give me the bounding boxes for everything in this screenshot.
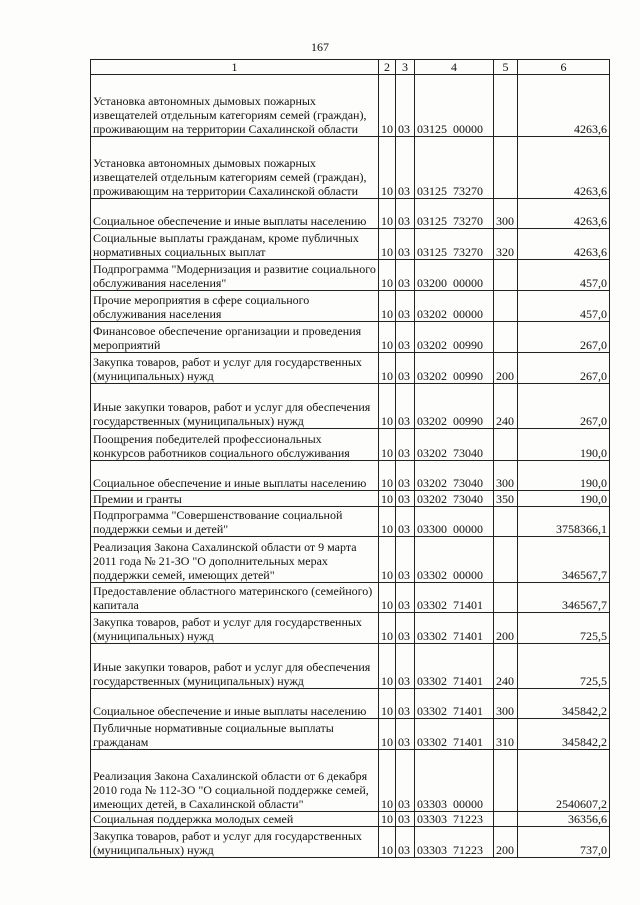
target-article-code-cell: 03202 00990 bbox=[415, 322, 494, 353]
table-row bbox=[91, 291, 610, 322]
table-row bbox=[91, 644, 610, 689]
target-article-code-cell: 03125 73270 bbox=[415, 229, 494, 260]
table-row bbox=[91, 429, 610, 461]
table-row bbox=[91, 75, 610, 137]
subsection-code-cell: 03 bbox=[396, 137, 415, 199]
section-code-cell: 10 bbox=[379, 461, 396, 491]
table-row bbox=[91, 827, 610, 858]
subsection-code-cell: 03 bbox=[396, 827, 415, 858]
amount-cell: 36356,6 bbox=[518, 812, 610, 827]
section-code-cell: 10 bbox=[379, 384, 396, 429]
expense-type-cell: 350 bbox=[494, 491, 518, 507]
table-row bbox=[91, 322, 610, 353]
item-name-cell: Прочие мероприятия в сфере социального обслуживания населения bbox=[91, 291, 379, 322]
item-name-cell: Закупка товаров, работ и услуг для государственных (муниципальных) нужд bbox=[91, 613, 379, 644]
expense-type-cell bbox=[494, 291, 518, 322]
amount-cell: 4263,6 bbox=[518, 229, 610, 260]
table-row bbox=[91, 689, 610, 719]
column-header: 1 bbox=[91, 60, 379, 75]
expense-type-cell: 200 bbox=[494, 827, 518, 858]
target-article-code-cell: 03300 00000 bbox=[415, 507, 494, 537]
target-article-code-cell: 03303 71223 bbox=[415, 812, 494, 827]
section-code-cell: 10 bbox=[379, 689, 396, 719]
target-article-code-cell: 03125 00000 bbox=[415, 75, 494, 137]
expense-type-cell bbox=[494, 322, 518, 353]
budget-table bbox=[90, 59, 610, 858]
amount-cell: 4263,6 bbox=[518, 137, 610, 199]
subsection-code-cell: 03 bbox=[396, 537, 415, 583]
target-article-code-cell: 03202 00990 bbox=[415, 384, 494, 429]
section-code-cell: 10 bbox=[379, 491, 396, 507]
target-article-code-cell: 03302 71401 bbox=[415, 583, 494, 613]
item-name-cell: Реализация Закона Сахалинской области от 9 марта 2011 года № 21-ЗО "О дополнительных мерах поддержки семей, имеющих детей" bbox=[91, 537, 379, 583]
item-name-cell: Установка автономных дымовых пожарных извещателей отдельным категориям семей (граждан), проживающим на территории Сахалинской области bbox=[91, 75, 379, 137]
target-article-code-cell: 03125 73270 bbox=[415, 137, 494, 199]
expense-type-cell: 300 bbox=[494, 461, 518, 491]
subsection-code-cell: 03 bbox=[396, 384, 415, 429]
section-code-cell: 10 bbox=[379, 322, 396, 353]
table-row bbox=[91, 137, 610, 199]
item-name-cell: Финансовое обеспечение организации и проведения мероприятий bbox=[91, 322, 379, 353]
amount-cell: 4263,6 bbox=[518, 75, 610, 137]
target-article-code-cell: 03202 00000 bbox=[415, 291, 494, 322]
table-row bbox=[91, 260, 610, 291]
item-name-cell: Закупка товаров, работ и услуг для государственных (муниципальных) нужд bbox=[91, 353, 379, 384]
table-row bbox=[91, 507, 610, 537]
expense-type-cell: 300 bbox=[494, 689, 518, 719]
amount-cell: 267,0 bbox=[518, 353, 610, 384]
expense-type-cell: 200 bbox=[494, 613, 518, 644]
item-name-cell: Подпрограмма "Модернизация и развитие социального обслуживания населения" bbox=[91, 260, 379, 291]
expense-type-cell bbox=[494, 260, 518, 291]
table-row bbox=[91, 491, 610, 507]
target-article-code-cell: 03125 73270 bbox=[415, 199, 494, 229]
item-name-cell: Поощрения победителей профессиональных конкурсов работников социального обслуживания bbox=[91, 429, 379, 461]
expense-type-cell bbox=[494, 537, 518, 583]
table-row bbox=[91, 583, 610, 613]
amount-cell: 457,0 bbox=[518, 291, 610, 322]
section-code-cell: 10 bbox=[379, 260, 396, 291]
subsection-code-cell: 03 bbox=[396, 644, 415, 689]
section-code-cell: 10 bbox=[379, 291, 396, 322]
column-header: 5 bbox=[494, 60, 518, 75]
subsection-code-cell: 03 bbox=[396, 689, 415, 719]
section-code-cell: 10 bbox=[379, 507, 396, 537]
subsection-code-cell: 03 bbox=[396, 461, 415, 491]
column-header: 2 bbox=[379, 60, 396, 75]
table-row bbox=[91, 613, 610, 644]
subsection-code-cell: 03 bbox=[396, 291, 415, 322]
amount-cell: 345842,2 bbox=[518, 719, 610, 750]
subsection-code-cell: 03 bbox=[396, 260, 415, 291]
target-article-code-cell: 03302 71401 bbox=[415, 613, 494, 644]
section-code-cell: 10 bbox=[379, 583, 396, 613]
target-article-code-cell: 03303 71223 bbox=[415, 827, 494, 858]
section-code-cell: 10 bbox=[379, 353, 396, 384]
item-name-cell: Иные закупки товаров, работ и услуг для обеспечения государственных (муниципальных) нужд bbox=[91, 644, 379, 689]
expense-type-cell bbox=[494, 137, 518, 199]
item-name-cell: Премии и гранты bbox=[91, 491, 379, 507]
amount-cell: 4263,6 bbox=[518, 199, 610, 229]
target-article-code-cell: 03302 00000 bbox=[415, 537, 494, 583]
subsection-code-cell: 03 bbox=[396, 429, 415, 461]
amount-cell: 190,0 bbox=[518, 491, 610, 507]
section-code-cell: 10 bbox=[379, 429, 396, 461]
item-name-cell: Публичные нормативные социальные выплаты гражданам bbox=[91, 719, 379, 750]
item-name-cell: Закупка товаров, работ и услуг для государственных (муниципальных) нужд bbox=[91, 827, 379, 858]
subsection-code-cell: 03 bbox=[396, 719, 415, 750]
amount-cell: 346567,7 bbox=[518, 583, 610, 613]
section-code-cell: 10 bbox=[379, 719, 396, 750]
target-article-code-cell: 03302 71401 bbox=[415, 644, 494, 689]
amount-cell: 346567,7 bbox=[518, 537, 610, 583]
section-code-cell: 10 bbox=[379, 537, 396, 583]
expense-type-cell: 200 bbox=[494, 353, 518, 384]
column-header: 6 bbox=[518, 60, 610, 75]
amount-cell: 725,5 bbox=[518, 613, 610, 644]
item-name-cell: Установка автономных дымовых пожарных извещателей отдельным категориям семей (граждан), проживающим на территории Сахалинской области bbox=[91, 137, 379, 199]
amount-cell: 190,0 bbox=[518, 429, 610, 461]
target-article-code-cell: 03302 71401 bbox=[415, 719, 494, 750]
expense-type-cell: 240 bbox=[494, 644, 518, 689]
item-name-cell: Предоставление областного материнского (семейного) капитала bbox=[91, 583, 379, 613]
subsection-code-cell: 03 bbox=[396, 353, 415, 384]
amount-cell: 267,0 bbox=[518, 384, 610, 429]
subsection-code-cell: 03 bbox=[396, 491, 415, 507]
target-article-code-cell: 03202 73040 bbox=[415, 429, 494, 461]
section-code-cell: 10 bbox=[379, 644, 396, 689]
table-row bbox=[91, 229, 610, 260]
table-row bbox=[91, 750, 610, 812]
target-article-code-cell: 03202 73040 bbox=[415, 461, 494, 491]
table-header-row bbox=[91, 60, 610, 75]
table-row bbox=[91, 719, 610, 750]
target-article-code-cell: 03302 71401 bbox=[415, 689, 494, 719]
section-code-cell: 10 bbox=[379, 199, 396, 229]
expense-type-cell bbox=[494, 429, 518, 461]
section-code-cell: 10 bbox=[379, 75, 396, 137]
expense-type-cell bbox=[494, 812, 518, 827]
table-row bbox=[91, 199, 610, 229]
target-article-code-cell: 03303 00000 bbox=[415, 750, 494, 812]
column-header: 4 bbox=[415, 60, 494, 75]
expense-type-cell bbox=[494, 507, 518, 537]
subsection-code-cell: 03 bbox=[396, 322, 415, 353]
item-name-cell: Реализация Закона Сахалинской области от 6 декабря 2010 года № 112-ЗО "О социальной поддержке семей, имеющих детей, в Сахалинской области" bbox=[91, 750, 379, 812]
expense-type-cell: 320 bbox=[494, 229, 518, 260]
item-name-cell: Социальные выплаты гражданам, кроме публичных нормативных социальных выплат bbox=[91, 229, 379, 260]
expense-type-cell: 300 bbox=[494, 199, 518, 229]
item-name-cell: Социальное обеспечение и иные выплаты населению bbox=[91, 689, 379, 719]
amount-cell: 3758366,1 bbox=[518, 507, 610, 537]
item-name-cell: Социальная поддержка молодых семей bbox=[91, 812, 379, 827]
target-article-code-cell: 03202 00990 bbox=[415, 353, 494, 384]
subsection-code-cell: 03 bbox=[396, 613, 415, 644]
column-header: 3 bbox=[396, 60, 415, 75]
subsection-code-cell: 03 bbox=[396, 229, 415, 260]
section-code-cell: 10 bbox=[379, 827, 396, 858]
amount-cell: 345842,2 bbox=[518, 689, 610, 719]
item-name-cell: Социальное обеспечение и иные выплаты населению bbox=[91, 461, 379, 491]
table-row bbox=[91, 384, 610, 429]
table-row bbox=[91, 812, 610, 827]
subsection-code-cell: 03 bbox=[396, 750, 415, 812]
table-row bbox=[91, 461, 610, 491]
subsection-code-cell: 03 bbox=[396, 812, 415, 827]
expense-type-cell bbox=[494, 75, 518, 137]
section-code-cell: 10 bbox=[379, 229, 396, 260]
amount-cell: 725,5 bbox=[518, 644, 610, 689]
item-name-cell: Социальное обеспечение и иные выплаты населению bbox=[91, 199, 379, 229]
subsection-code-cell: 03 bbox=[396, 507, 415, 537]
amount-cell: 190,0 bbox=[518, 461, 610, 491]
item-name-cell: Подпрограмма "Совершенствование социальной поддержки семьи и детей" bbox=[91, 507, 379, 537]
page-number: 167 bbox=[311, 40, 329, 54]
expense-type-cell bbox=[494, 583, 518, 613]
target-article-code-cell: 03200 00000 bbox=[415, 260, 494, 291]
expense-type-cell bbox=[494, 750, 518, 812]
table-row bbox=[91, 353, 610, 384]
expense-type-cell: 310 bbox=[494, 719, 518, 750]
section-code-cell: 10 bbox=[379, 613, 396, 644]
table-row bbox=[91, 537, 610, 583]
amount-cell: 2540607,2 bbox=[518, 750, 610, 812]
section-code-cell: 10 bbox=[379, 137, 396, 199]
target-article-code-cell: 03202 73040 bbox=[415, 491, 494, 507]
subsection-code-cell: 03 bbox=[396, 583, 415, 613]
section-code-cell: 10 bbox=[379, 750, 396, 812]
amount-cell: 737,0 bbox=[518, 827, 610, 858]
expense-type-cell: 240 bbox=[494, 384, 518, 429]
subsection-code-cell: 03 bbox=[396, 199, 415, 229]
section-code-cell: 10 bbox=[379, 812, 396, 827]
amount-cell: 457,0 bbox=[518, 260, 610, 291]
item-name-cell: Иные закупки товаров, работ и услуг для обеспечения государственных (муниципальных) нужд bbox=[91, 384, 379, 429]
subsection-code-cell: 03 bbox=[396, 75, 415, 137]
amount-cell: 267,0 bbox=[518, 322, 610, 353]
